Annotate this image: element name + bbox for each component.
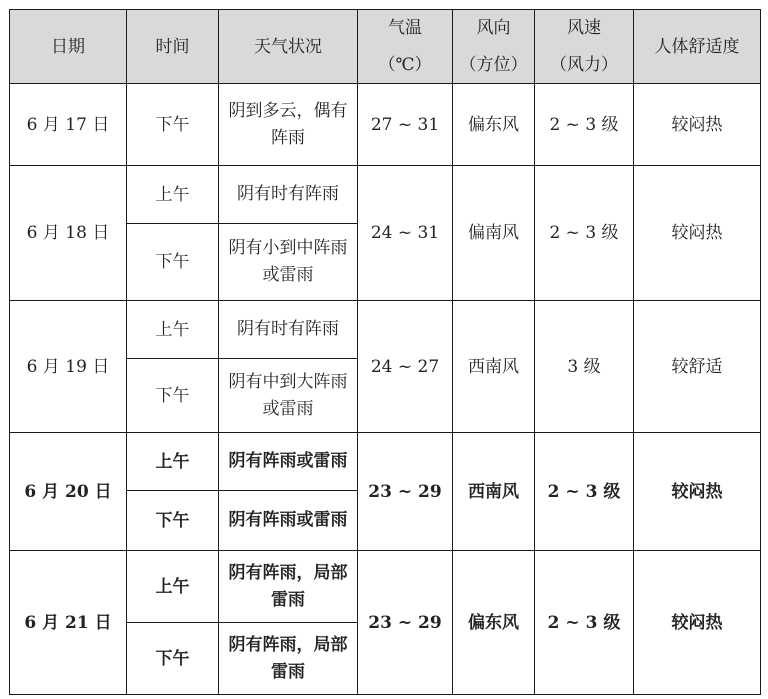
weather-cell: 阴到多云，偶有阵雨: [219, 84, 358, 166]
time-cell: 上午: [127, 433, 219, 491]
header-temp: 气温: [358, 10, 453, 47]
table-row: [10, 166, 761, 224]
temp-cell: 23 ~ 29: [358, 551, 453, 695]
comfort-cell: 较闷热: [634, 433, 761, 551]
header-row-top: [10, 10, 761, 47]
header-temp-unit: （℃）: [358, 47, 453, 84]
header-wind-speed-unit: （风力）: [535, 47, 634, 84]
comfort-cell: 较闷热: [634, 551, 761, 695]
wind-direction-cell: 偏东风: [453, 551, 535, 695]
comfort-cell: 较闷热: [634, 166, 761, 301]
time-cell: 下午: [127, 623, 219, 695]
weather-cell: 阴有阵雨，局部雷雨: [219, 551, 358, 623]
date-cell: 6 月 20 日: [10, 433, 127, 551]
weather-cell: 阴有阵雨，局部雷雨: [219, 623, 358, 695]
table-row: [10, 84, 761, 166]
date-cell: 6 月 21 日: [10, 551, 127, 695]
wind-direction-cell: 偏东风: [453, 84, 535, 166]
forecast-table: [9, 9, 761, 695]
comfort-cell: 较舒适: [634, 301, 761, 433]
header-wind-speed: 风速: [535, 10, 634, 47]
date-cell: 6 月 19 日: [10, 301, 127, 433]
table-row: [10, 433, 761, 491]
table-row: [10, 551, 761, 623]
time-cell: 下午: [127, 84, 219, 166]
wind-speed-cell: 2 ~ 3 级: [535, 433, 634, 551]
wind-speed-cell: 2 ~ 3 级: [535, 551, 634, 695]
weather-cell: 阴有中到大阵雨或雷雨: [219, 359, 358, 433]
time-cell: 上午: [127, 166, 219, 224]
forecast-table-wrapper: [9, 9, 761, 695]
wind-direction-cell: 西南风: [453, 301, 535, 433]
header-time: 时间: [127, 10, 219, 84]
wind-speed-cell: 2 ~ 3 级: [535, 166, 634, 301]
table-row: [10, 301, 761, 359]
date-cell: 6 月 17 日: [10, 84, 127, 166]
date-cell: 6 月 18 日: [10, 166, 127, 301]
time-cell: 下午: [127, 491, 219, 551]
weather-cell: 阴有时有阵雨: [219, 301, 358, 359]
time-cell: 上午: [127, 551, 219, 623]
comfort-cell: 较闷热: [634, 84, 761, 166]
time-cell: 下午: [127, 359, 219, 433]
temp-cell: 24 ~ 27: [358, 301, 453, 433]
temp-cell: 27 ~ 31: [358, 84, 453, 166]
header-wind-direction-unit: （方位）: [453, 47, 535, 84]
header-weather: 天气状况: [219, 10, 358, 84]
weather-cell: 阴有小到中阵雨或雷雨: [219, 224, 358, 301]
header-comfort: 人体舒适度: [634, 10, 761, 84]
weather-cell: 阴有阵雨或雷雨: [219, 491, 358, 551]
wind-speed-cell: 2 ~ 3 级: [535, 84, 634, 166]
wind-direction-cell: 偏南风: [453, 166, 535, 301]
temp-cell: 23 ~ 29: [358, 433, 453, 551]
wind-direction-cell: 西南风: [453, 433, 535, 551]
header-date: 日期: [10, 10, 127, 84]
time-cell: 下午: [127, 224, 219, 301]
weather-cell: 阴有时有阵雨: [219, 166, 358, 224]
time-cell: 上午: [127, 301, 219, 359]
header-wind-direction: 风向: [453, 10, 535, 47]
wind-speed-cell: 3 级: [535, 301, 634, 433]
temp-cell: 24 ~ 31: [358, 166, 453, 301]
weather-cell: 阴有阵雨或雷雨: [219, 433, 358, 491]
